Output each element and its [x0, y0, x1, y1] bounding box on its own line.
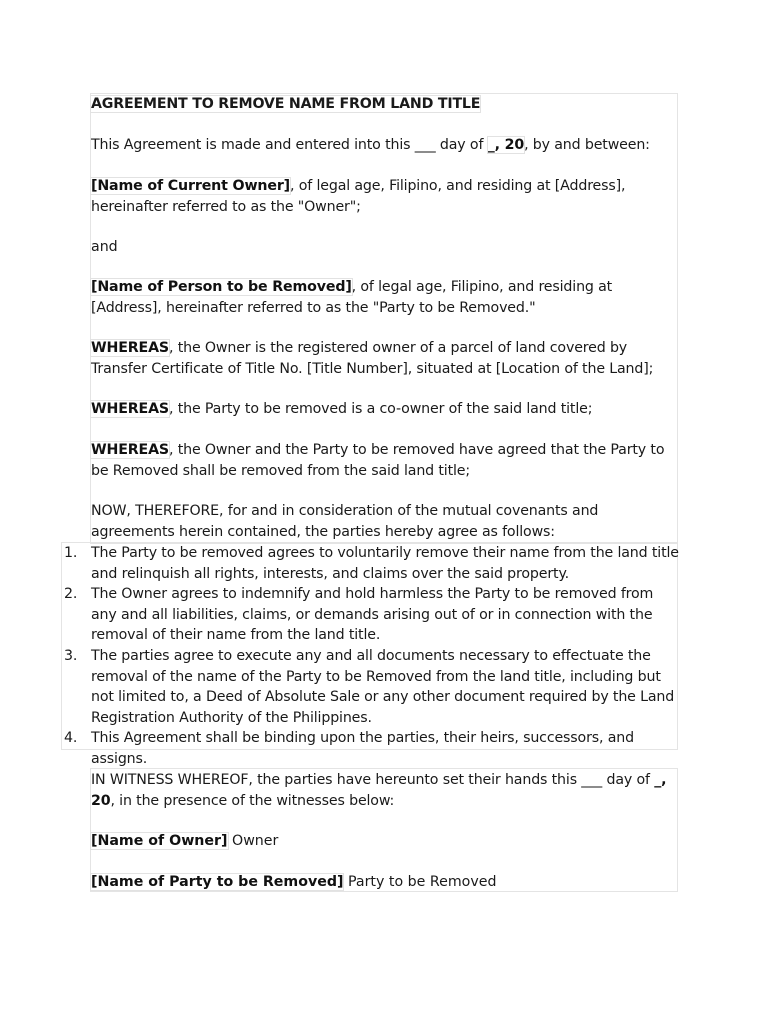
- document-title: [91, 94, 681, 115]
- owner-party-paragraph: [91, 176, 681, 217]
- clause-text: The Party to be removed agrees to voluntarily remove their name from the land title and relinquish all rights, interests, and claims over the said property.: [91, 545, 679, 582]
- clause-item: [64, 543, 681, 584]
- owner-signature-label: Owner: [227, 833, 279, 849]
- whereas-label: WHEREAS: [91, 340, 169, 356]
- whereas-paragraph-2: [91, 399, 681, 420]
- clause-number: 3.: [64, 647, 78, 664]
- removed-party-signature-name: [Name of Party to be Removed]: [91, 874, 344, 890]
- removed-party-signature-label: Party to be Removed: [343, 874, 497, 890]
- removed-party-signature-line: [91, 872, 681, 893]
- clause-text: The parties agree to execute any and all documents necessary to effectuate the removal of the name of the Party to be Removed from the land title, including but not limited to, a Deed of Absolute Sale or any other document required by the Land Registration Authority of the Philippines.: [91, 647, 675, 726]
- owner-name-placeholder: [Name of Current Owner]: [91, 178, 291, 194]
- now-therefore-paragraph: NOW, THEREFORE, for and in consideration of the mutual covenants and agreements herein contained, the parties hereby agree as follows:: [91, 503, 599, 540]
- witness-text-before: IN WITNESS WHEREOF, the parties have hereunto set their hands this ___ day of: [91, 772, 655, 788]
- whereas-label: WHEREAS: [91, 401, 169, 417]
- clause-number: 4.: [64, 730, 78, 747]
- owner-signature-name: [Name of Owner]: [91, 833, 228, 849]
- whereas-label: WHEREAS: [91, 442, 169, 458]
- removed-party-paragraph: [91, 277, 681, 318]
- whereas-text: , the Party to be removed is a co-owner of the said land title;: [168, 401, 593, 417]
- witness-paragraph: [91, 770, 681, 811]
- whereas-text: , the Owner is the registered owner of a parcel of land covered by Transfer Certificate of Title No. [Title Number], situated at [Location of the Land];: [91, 340, 654, 377]
- whereas-paragraph-1: [91, 338, 681, 379]
- and-paragraph: and: [91, 239, 118, 255]
- owner-party-text: , of legal age, Filipino, and residing at [Address], hereinafter referred to as the "Owner";: [91, 178, 626, 215]
- removed-name-placeholder: [Name of Person to be Removed]: [91, 279, 352, 295]
- removed-party-text: , of legal age, Filipino, and residing at [Address], hereinafter referred to as the "Party to be Removed.": [91, 279, 613, 316]
- intro-text-after: , by and between:: [524, 137, 650, 153]
- owner-signature-line: [91, 831, 681, 852]
- clause-item: [64, 728, 681, 769]
- whereas-text: , the Owner and the Party to be removed have agreed that the Party to be Removed shall be removed from the said land title;: [91, 442, 665, 479]
- clause-text: The Owner agrees to indemnify and hold harmless the Party to be removed from any and all liabilities, claims, or demands arising out of or in connection with the removal of their name from the land title.: [91, 586, 654, 644]
- intro-paragraph: [91, 135, 681, 156]
- witness-text-after: , in the presence of the witnesses below:: [110, 792, 395, 809]
- document-title-text: AGREEMENT TO REMOVE NAME FROM LAND TITLE: [91, 96, 481, 112]
- witness-date-placeholder: _, 20: [91, 772, 667, 809]
- whereas-paragraph-3: [91, 440, 681, 481]
- clause-number: 1.: [64, 545, 78, 561]
- clauses-list: [64, 543, 681, 770]
- intro-date-placeholder: _, 20: [487, 137, 525, 153]
- clause-text: This Agreement shall be binding upon the parties, their heirs, successors, and assigns.: [91, 730, 634, 767]
- clause-item: [64, 584, 681, 646]
- clause-item: [64, 646, 681, 728]
- clause-number: 2.: [64, 586, 78, 603]
- intro-text-before: This Agreement is made and entered into this ___ day of: [91, 137, 488, 153]
